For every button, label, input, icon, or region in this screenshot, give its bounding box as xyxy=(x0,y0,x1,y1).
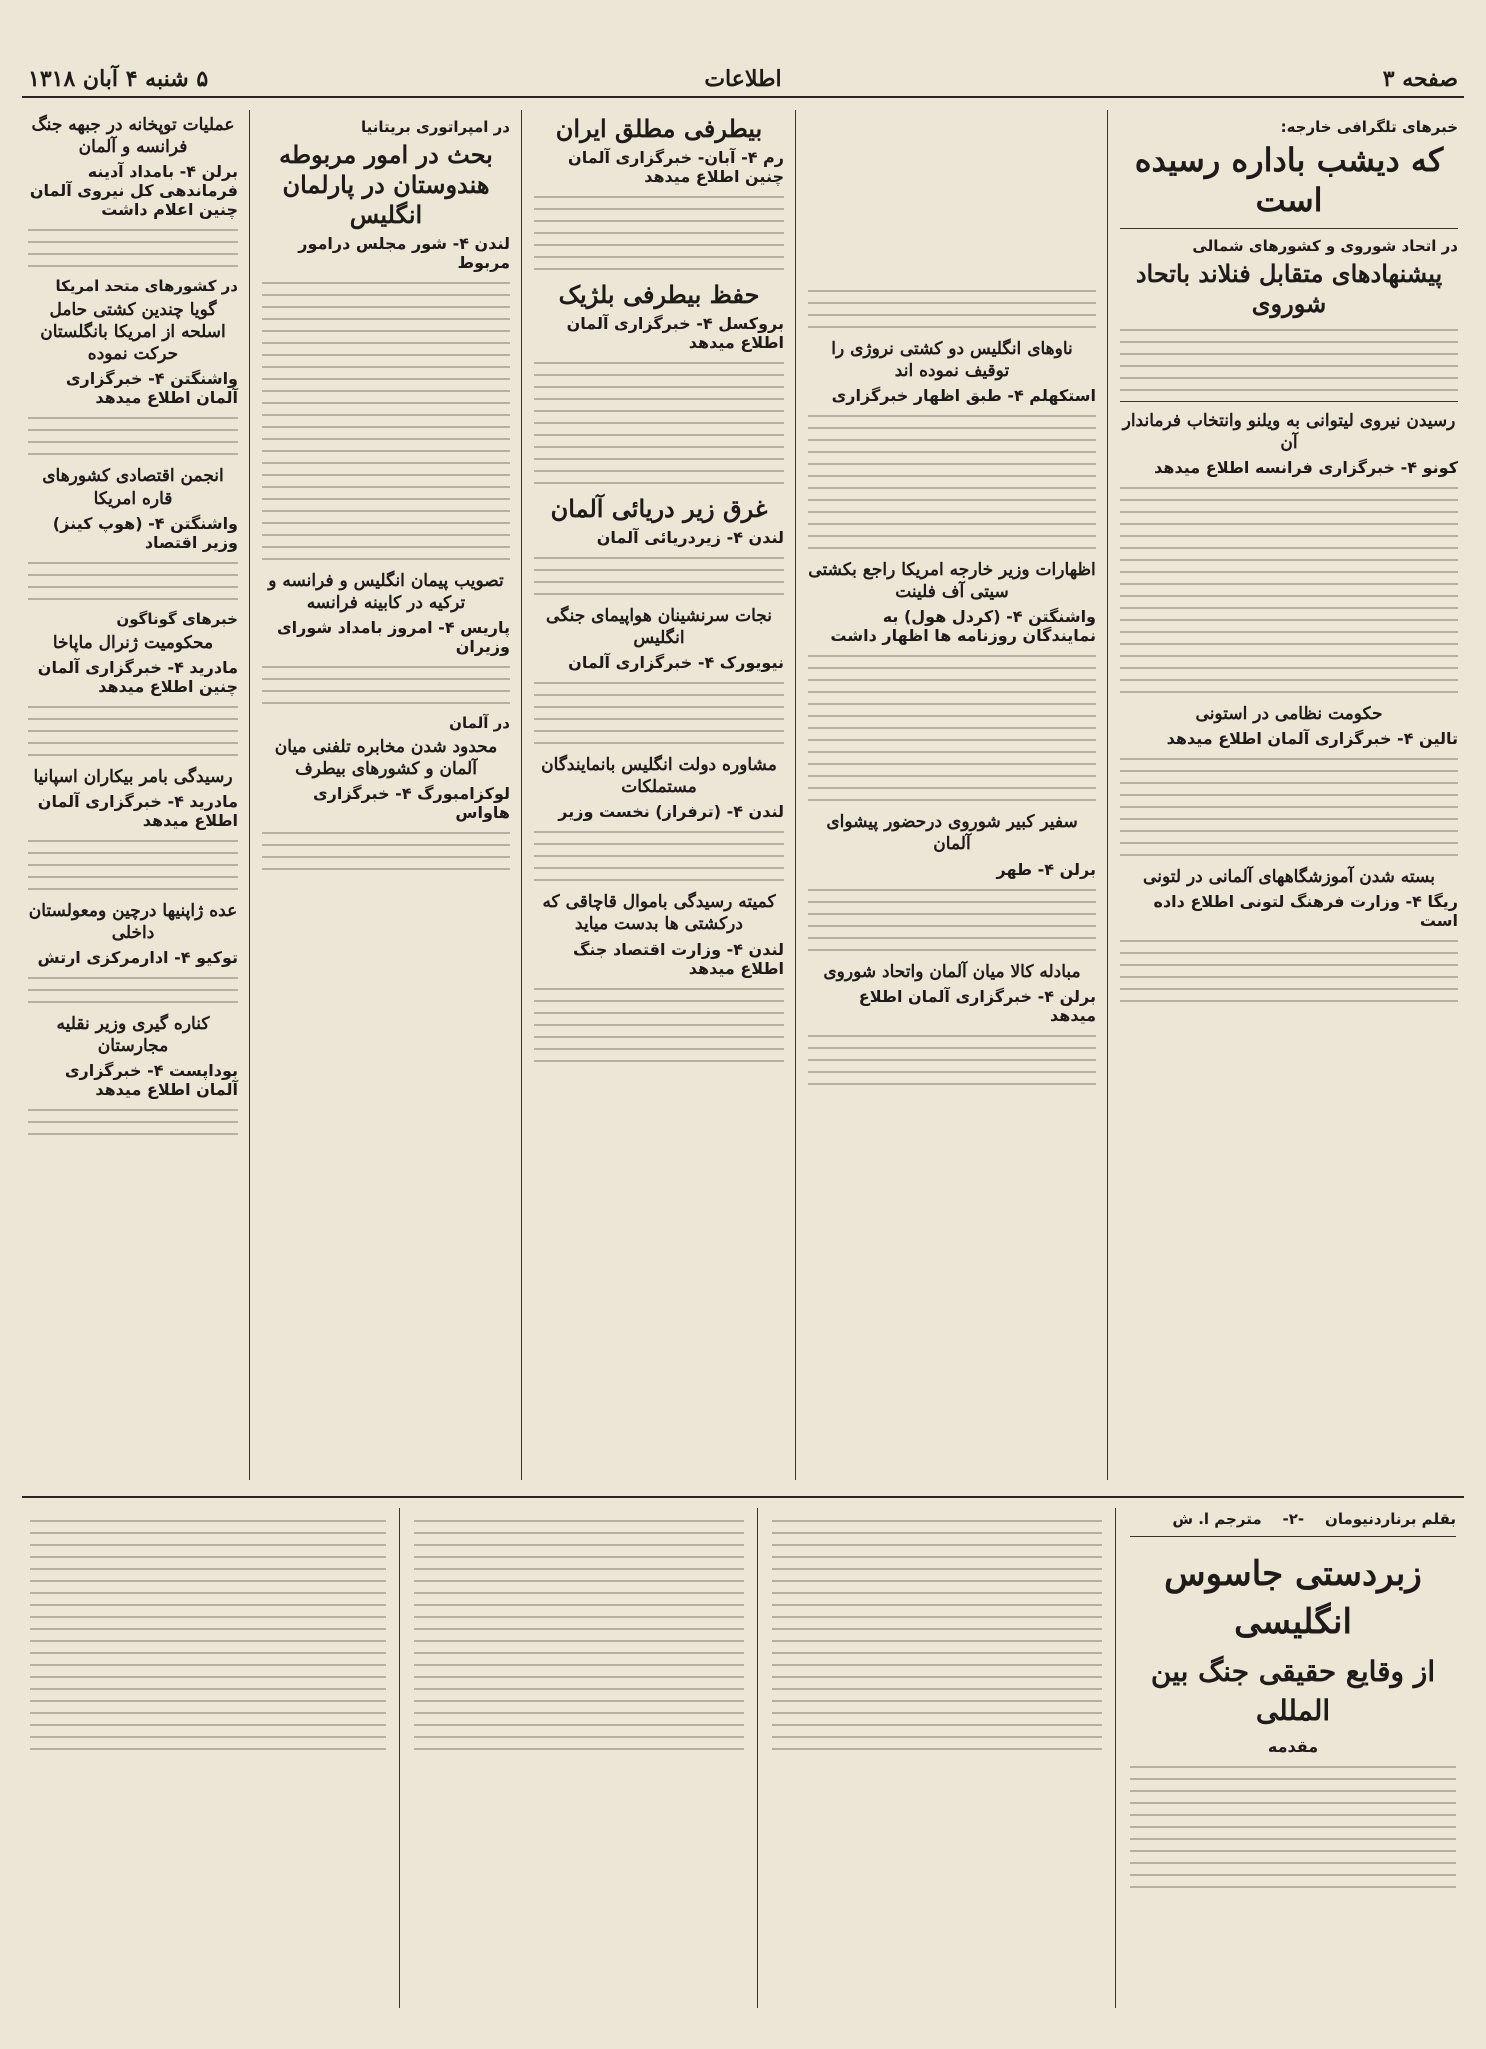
main-headline: که دیشب باداره رسیده است xyxy=(1134,141,1444,219)
dateline: بروکسل ۴- خبرگزاری آلمان اطلاع میدهد xyxy=(566,314,784,352)
dateline: لندن ۴- وزارت اقتصاد جنگ اطلاع میدهد xyxy=(573,939,784,978)
section-kicker-usa: در کشورهای متحد امریکا xyxy=(55,277,238,296)
article-text xyxy=(1120,329,1458,391)
article-text xyxy=(262,832,510,870)
article-text xyxy=(28,417,238,455)
page-number: صفحه ۳ xyxy=(1382,66,1458,92)
column-5 xyxy=(22,110,244,1480)
headline-belgium-neutrality: حفظ بیطرفی بلژیک xyxy=(558,280,760,309)
article-text xyxy=(808,415,1096,549)
article-text xyxy=(534,196,784,270)
article-text xyxy=(30,1520,386,1750)
article-text xyxy=(772,1520,1102,1750)
dateline: واشنگتن ۴- (کردل هول) به نمایندگان روزنامه ها اظهار داشت xyxy=(830,607,1096,646)
section-kicker: خبرهای تلگرافی خارجه: xyxy=(1280,118,1458,136)
dateline: واشنگتن ۴- (هوپ کینز) وزیر اقتصاد xyxy=(52,513,238,552)
article-text xyxy=(808,290,1096,328)
section-kicker-britain: در امپراتوری بریتانیا xyxy=(361,118,510,136)
headline-estonia: حکومت نظامی در استونی xyxy=(1195,704,1383,725)
article-text xyxy=(262,282,510,560)
dateline: ریگا ۴- وزارت فرهنگ لتونی اطلاع داده است xyxy=(1153,892,1458,931)
headline-artillery: عملیات توپخانه در جبهه جنگ فرانسه و آلمان xyxy=(31,115,235,158)
dateline: برلن ۴- طهر xyxy=(996,859,1096,879)
section-kicker-soviet: در اتحاد شوروی و کشورهای شمالی xyxy=(1192,237,1458,255)
dateline: بوداپست ۴- خبرگزاری آلمان اطلاع میدهد xyxy=(64,1061,238,1100)
article-text xyxy=(534,362,784,484)
dateline: کونو ۴- خبرگزاری فرانسه اطلاع میدهد xyxy=(1154,458,1458,478)
section-kicker-germany: در آلمان xyxy=(449,714,510,733)
article-text xyxy=(534,682,784,744)
section-kicker-misc: خبرهای گوناگون xyxy=(116,609,238,628)
serial-text-column xyxy=(764,1510,1110,2010)
dateline: لندن ۴- (ترفراز) نخست وزیر xyxy=(558,802,784,822)
dateline: واشنگتن ۴- خبرگزاری آلمان اطلاع میدهد xyxy=(65,369,238,408)
serial-number: -۲- xyxy=(1282,1510,1305,1528)
article-text xyxy=(28,977,238,1003)
headline-india-debate: بحث در امور مربوطه هندوستان در پارلمان انگلیس xyxy=(279,140,493,229)
headline-iran-neutrality: بیطرفی مطلق ایران xyxy=(555,114,763,143)
article-text xyxy=(534,831,784,881)
article-text xyxy=(808,889,1096,951)
serial-title-column xyxy=(1122,1510,1464,2010)
dateline: مادرید ۴- خبرگزاری آلمان اطلاع میدهد xyxy=(37,791,238,830)
article-text xyxy=(1120,940,1458,1002)
article-text xyxy=(28,706,238,756)
serial-byline: بقلم برناردنیومان xyxy=(1325,1510,1456,1528)
dateline: توکیو ۴- ادارمرکزی ارتش xyxy=(37,948,238,968)
serial-text-column xyxy=(406,1510,752,2010)
dateline: برلن ۴- بامداد آدینه فرماندهی کل نیروی آلمان چنین اعلام داشت xyxy=(29,162,238,220)
headline-unemployed: رسیدگی بامر بیکاران اسپانیا xyxy=(33,766,233,787)
dateline: تالین ۴- خبرگزاری آلمان اطلاع میدهد xyxy=(1166,729,1458,749)
headline-aircraft-rescue: نجات سرنشینان هواپیمای جنگی انگلیس xyxy=(546,606,772,649)
serial-translator: مترجم ا. ش xyxy=(1172,1510,1262,1528)
article-text xyxy=(28,840,238,890)
newspaper-name: اطلاعات xyxy=(704,66,782,92)
headline-telephone-limits: محدود شدن مخابره تلفنی میان آلمان و کشورهای بیطرف xyxy=(274,737,498,780)
article-text xyxy=(414,1520,744,1750)
headline-arms-ships: گویا چندین کشتی حامل اسلحه از امریکا بانگلستان حرکت نموده xyxy=(40,300,226,365)
dateline: رم ۴- آبان- خبرگزاری آلمان چنین اطلاع میدهد xyxy=(568,148,784,186)
dateline: برلن ۴- خبرگزاری آلمان اطلاع میدهد xyxy=(858,986,1096,1025)
serial-text-column xyxy=(22,1510,394,2010)
issue-date: ۵ شنبه ۴ آبان ۱۳۱۸ xyxy=(28,66,209,92)
dateline: لندن ۴- شور مجلس درامور مربوط xyxy=(298,234,510,272)
dateline: استکهلم ۴- طبق اظهار خبرگزاری xyxy=(831,386,1096,406)
article-text xyxy=(534,988,784,1062)
article-text xyxy=(262,666,510,704)
headline-latvia: بسته شدن آموزشگاههای آلمانی در لتونی xyxy=(1143,867,1435,888)
article-text xyxy=(1120,487,1458,693)
serial-subtitle: از وقایع حقیقی جنگ بین المللی xyxy=(1150,1655,1436,1728)
dateline: پاریس ۴- امروز بامداد شورای وزیران xyxy=(276,618,510,657)
column-foreign-news xyxy=(1114,110,1464,1480)
headline-japanese-troops: عده ژاپنیها درچین ومعولستان داخلی xyxy=(28,900,238,943)
serial-title: زبردستی جاسوس انگلیسی xyxy=(1164,1554,1422,1642)
article-text xyxy=(808,1035,1096,1085)
headline-treaty-approval: تصویب پیمان انگلیس و فرانسه و ترکیه در کابینه فرانسه xyxy=(268,571,504,614)
dateline: نیویورک ۴- خبرگزاری آلمان xyxy=(568,653,784,673)
serial-section xyxy=(22,1496,1464,2018)
headline-german-submarine: غرق زیر دریائی آلمان xyxy=(550,494,768,523)
article-text xyxy=(28,229,238,267)
headline-general-sentence: محکومیت ژنرال ماپاخا xyxy=(52,632,214,653)
dateline: لوکزامبورگ ۴- خبرگزاری هاواس xyxy=(312,784,510,823)
article-text xyxy=(1130,1766,1456,1888)
headline-minister-resigns: کناره گیری وزیر نقلیه مجارستان xyxy=(56,1014,210,1057)
newspaper-page xyxy=(22,18,1464,2028)
dateline: لندن ۴- زیردریائی آلمان xyxy=(596,528,784,547)
headline-goods-exchange: مبادله کالا میان آلمان واتحاد شوروی xyxy=(823,961,1081,982)
article-text xyxy=(28,562,238,600)
masthead xyxy=(22,58,1464,98)
article-text xyxy=(1120,758,1458,856)
headline-norway-ships: ناوهای انگلیس دو کشتی نروژی را توقیف نموده اند xyxy=(831,339,1073,382)
dateline: مادرید ۴- خبرگزاری آلمان چنین اطلاع میدهد xyxy=(37,657,238,696)
headline-city-of-flint: اظهارات وزیر خارجه امریکا راجع بکشتی سیتی آف فلینت xyxy=(808,560,1096,603)
headline-soviet-ambassador: سفیر کبیر شوروی درحضور پیشوای آلمان xyxy=(826,812,1078,855)
column-3 xyxy=(528,110,790,1480)
headline-lithuania: رسیدن نیروی لیتوانی به ویلنو وانتخاب فرماندار آن xyxy=(1122,411,1456,454)
headline-economic-assembly: انجمن اقتصادی کشورهای قاره امریکا xyxy=(42,466,224,509)
headline-dominions-consultation: مشاوره دولت انگلیس بانمایندگان مستملکات xyxy=(541,755,777,798)
column-2 xyxy=(802,110,1102,1480)
headline-contraband-committee: کمیته رسیدگی باموال قاچاقی که درکشتی ها بدست میاید xyxy=(542,892,776,935)
serial-intro-heading: مقدمه xyxy=(1267,1736,1319,1756)
article-text xyxy=(534,557,784,595)
article-text xyxy=(808,655,1096,801)
article-text xyxy=(28,1109,238,1135)
column-4 xyxy=(256,110,516,1480)
headline-finland-proposals: پیشنهادهای متقابل فنلاند باتحاد شوروی xyxy=(1135,259,1443,318)
